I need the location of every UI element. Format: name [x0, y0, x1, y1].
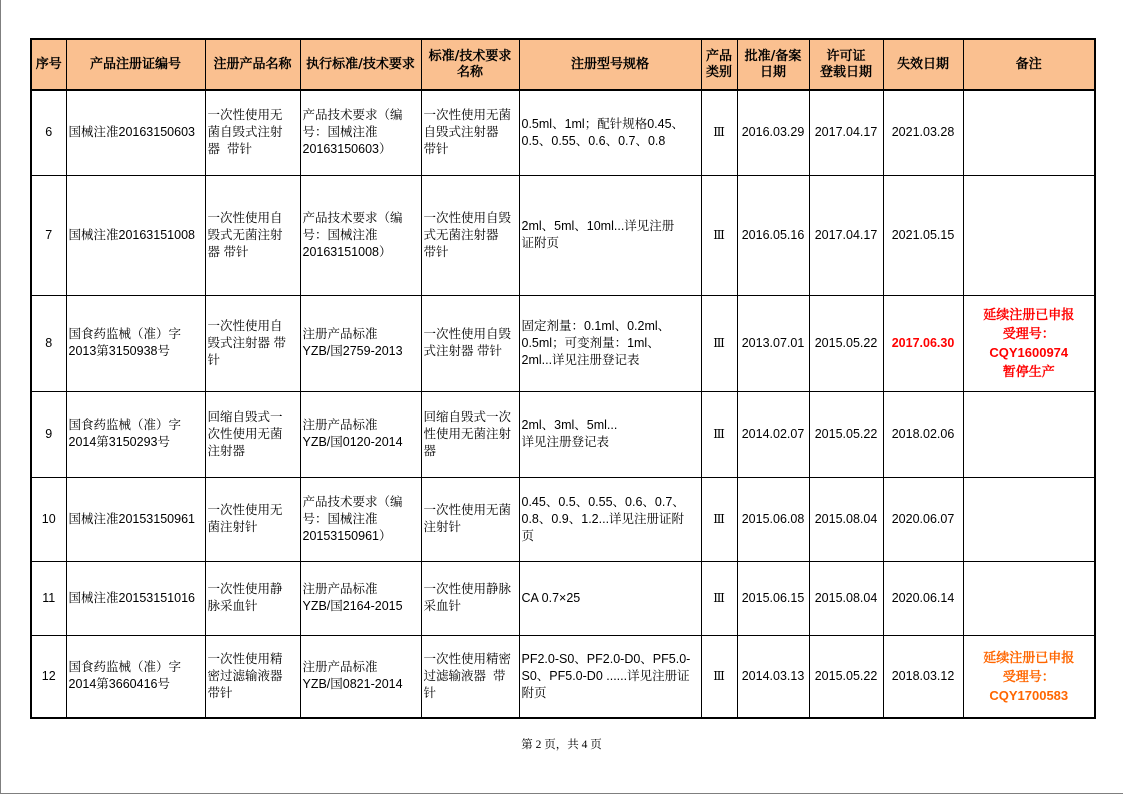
cell-remark	[963, 391, 1095, 477]
cell-standard-line: 号：国械注准	[302, 511, 378, 526]
cell-cert-number-line: 2014第3660416号	[68, 677, 170, 692]
cell-license-date	[809, 90, 883, 175]
cell-cert-number-line: 国食药监械（准）字	[68, 418, 182, 432]
cell-model-spec-line: 0.5ml、1ml；配针规格0.45、	[521, 116, 685, 131]
cell-model-spec-line: 2ml、5ml、10ml...详见注册	[521, 219, 675, 233]
table-row	[31, 477, 1095, 561]
cell-category	[701, 635, 737, 718]
cell-seq-line: 6	[45, 125, 53, 140]
header-row	[31, 39, 1095, 90]
cell-approval-date-line: 2014.02.07	[741, 426, 805, 441]
header-approval-date	[737, 39, 809, 90]
cell-product-name-line: 器 带针	[207, 244, 249, 259]
cell-approval-date	[737, 90, 809, 175]
cell-approval-date-line: 2015.06.15	[741, 590, 805, 605]
cell-product-name	[205, 90, 300, 175]
cell-standard-name	[421, 295, 519, 391]
cell-standard-line: 注册产品标准	[302, 582, 378, 596]
cell-seq-line: 11	[42, 590, 56, 605]
cell-product-name-line: 菌注射针	[207, 520, 258, 534]
cell-category-line: Ⅲ	[713, 590, 725, 605]
cell-expiry-date-line: 2020.06.07	[891, 511, 955, 526]
cell-standard-name-line: 过滤输液器 带	[423, 668, 506, 683]
table-row	[31, 90, 1095, 175]
cell-seq-line: 9	[45, 426, 53, 441]
cell-license-date-line: 2015.05.22	[814, 668, 878, 683]
cell-standard-line: 20163151008）	[302, 244, 392, 259]
cell-cert-number-line: 国械注准20153150961	[68, 511, 195, 526]
cell-category-line: Ⅲ	[713, 335, 725, 350]
cell-standard-name-line: 采血针	[423, 599, 462, 613]
header-label: 注册型号规格	[570, 56, 649, 72]
cell-standard-name	[421, 477, 519, 561]
cell-standard-name-line: 一次性使用自毁	[423, 327, 512, 341]
cell-category	[701, 90, 737, 175]
cell-standard-name	[421, 391, 519, 477]
cell-standard-name-line: 一次性使用无菌	[423, 108, 512, 123]
cell-standard-line: 号：国械注准	[302, 125, 378, 140]
table-header	[31, 39, 1095, 90]
cell-seq	[31, 295, 66, 391]
cell-standard-name-line: 一次性使用无菌	[423, 503, 512, 517]
cell-product-name	[205, 635, 300, 718]
table-body	[31, 90, 1095, 718]
cell-model-spec-line: 详见注册登记表	[521, 435, 610, 449]
cell-standard-name-line: 带针	[423, 244, 449, 259]
cell-standard-name-line: 针	[423, 685, 437, 700]
cell-license-date-line: 2015.05.22	[814, 426, 878, 441]
cell-product-name-line: 注射器	[207, 443, 246, 458]
cell-product-name-line: 一次性使用无	[207, 503, 283, 517]
cell-standard-line: 20153150961）	[302, 528, 392, 543]
cell-approval-date-line: 2015.06.08	[741, 511, 805, 526]
cell-expiry-date	[883, 391, 963, 477]
cell-standard-name	[421, 90, 519, 175]
cell-remark-line: CQY1700583	[989, 687, 1069, 703]
cell-model-spec-line: 附页	[521, 685, 547, 700]
cell-standard-line: YZB/国2164-2015	[302, 599, 403, 613]
cell-standard-name	[421, 175, 519, 295]
header-label: 注册产品名称	[213, 56, 292, 72]
cell-model-spec	[519, 175, 701, 295]
cell-standard	[300, 295, 421, 391]
cell-category	[701, 295, 737, 391]
cell-remark	[963, 90, 1095, 175]
header-label: 许可证	[826, 48, 866, 64]
cell-product-name	[205, 295, 300, 391]
cell-standard-name	[421, 561, 519, 635]
cell-remark-line: CQY1600974	[989, 345, 1069, 360]
header-label: 失效日期	[896, 56, 949, 72]
cell-category-line: Ⅲ	[713, 426, 725, 441]
table-row	[31, 561, 1095, 635]
cell-product-name-line: 器 带针	[207, 142, 252, 157]
cell-product-name-line: 次性使用无菌	[207, 426, 283, 441]
header-label: 产品注册证编号	[89, 56, 181, 72]
cell-standard-name-line: 器	[423, 443, 437, 458]
cell-seq	[31, 391, 66, 477]
cell-remark	[963, 175, 1095, 295]
header-category	[701, 39, 737, 90]
cell-model-spec	[519, 477, 701, 561]
cell-model-spec	[519, 635, 701, 718]
cell-product-name-line: 一次性使用无	[207, 108, 283, 123]
cell-product-name-line: 一次性使用自	[207, 210, 283, 225]
cell-license-date	[809, 391, 883, 477]
cell-product-name-line: 菌自毁式注射	[207, 125, 283, 140]
cell-product-name	[205, 391, 300, 477]
cell-product-name-line: 一次性使用自	[207, 318, 283, 333]
cell-approval-date-line: 2014.03.13	[741, 668, 805, 683]
cell-model-spec-line: 固定剂量：0.1ml、0.2ml、	[521, 318, 671, 333]
cell-standard	[300, 391, 421, 477]
header-label: 日期	[759, 64, 786, 80]
header-label: 类别	[705, 64, 732, 80]
cell-cert-number	[66, 561, 205, 635]
cell-standard-line: 号：国械注准	[302, 227, 378, 242]
cell-model-spec	[519, 561, 701, 635]
cell-product-name-line: 针	[207, 352, 221, 367]
table-row	[31, 295, 1095, 391]
cell-remark-line: 受理号：	[1002, 668, 1055, 684]
cell-cert-number	[66, 477, 205, 561]
cell-cert-number-line: 国械注准20163150603	[68, 125, 195, 140]
cell-seq-line: 12	[41, 668, 56, 683]
cell-model-spec	[519, 391, 701, 477]
header-label: 登载日期	[819, 64, 872, 80]
table-row	[31, 175, 1095, 295]
cell-model-spec	[519, 295, 701, 391]
cell-product-name-line: 一次性使用静	[207, 582, 283, 596]
cell-standard-name-line: 回缩自毁式一次	[423, 409, 512, 424]
cell-license-date	[809, 561, 883, 635]
cell-license-date-line: 2015.08.04	[814, 511, 878, 526]
cell-license-date-line: 2017.04.17	[814, 227, 878, 242]
cell-expiry-date	[883, 295, 963, 391]
cell-expiry-date-line: 2021.03.28	[891, 125, 955, 140]
header-label: 标准/技术要求	[428, 48, 512, 64]
cell-product-name	[205, 477, 300, 561]
cell-expiry-date-line: 2017.06.30	[891, 335, 955, 350]
cell-standard-line: 产品技术要求（编	[302, 494, 403, 509]
cell-product-name-line: 带针	[207, 685, 233, 700]
cell-license-date-line: 2015.08.04	[814, 590, 878, 605]
header-label: 批准/备案	[744, 48, 802, 64]
cell-cert-number	[66, 175, 205, 295]
header-standard-name	[421, 39, 519, 90]
cell-standard-name	[421, 635, 519, 718]
cell-license-date-line: 2017.04.17	[814, 125, 878, 140]
header-cert-number	[66, 39, 205, 90]
cell-product-name-line: 密过滤输液器	[207, 668, 283, 683]
cell-standard	[300, 90, 421, 175]
cell-license-date	[809, 295, 883, 391]
cell-standard	[300, 175, 421, 295]
cell-approval-date	[737, 391, 809, 477]
cell-expiry-date	[883, 175, 963, 295]
cell-expiry-date	[883, 90, 963, 175]
cell-product-name-line: 一次性使用精	[207, 651, 283, 666]
cell-category-line: Ⅲ	[713, 511, 725, 526]
cell-standard-name-line: 注射针	[423, 520, 462, 534]
cell-standard-name-line: 一次性使用自毁	[423, 210, 512, 225]
cell-model-spec-line: CA 0.7×25	[521, 590, 581, 605]
cell-standard-name-line: 式注射器 带针	[423, 344, 502, 358]
cell-standard-name-line: 带针	[423, 142, 449, 157]
header-label: 执行标准/技术要求	[306, 56, 415, 72]
cell-standard-name-line: 式无菌注射器	[423, 227, 499, 242]
cell-cert-number	[66, 635, 205, 718]
header-expiry-date	[883, 39, 963, 90]
cell-model-spec-line: 0.5ml；可变剂量：1ml、	[521, 335, 660, 350]
header-label: 序号	[35, 56, 62, 72]
table-row	[31, 391, 1095, 477]
cell-license-date	[809, 635, 883, 718]
cell-cert-number	[66, 295, 205, 391]
cell-standard-line: 注册产品标准	[302, 660, 378, 675]
cell-product-name-line: 毁式注射器 带	[207, 335, 286, 350]
cell-product-name	[205, 561, 300, 635]
cell-standard-line: YZB/国0821-2014	[302, 677, 403, 692]
cell-license-date-line: 2015.05.22	[814, 335, 878, 350]
cell-cert-number-line: 国械注准20153151016	[68, 590, 195, 605]
cell-expiry-date	[883, 635, 963, 718]
registration-table	[30, 38, 1096, 719]
header-label: 产品	[705, 48, 732, 64]
page-number-footer: 第 2 页，共 4 页	[521, 739, 602, 751]
cell-category	[701, 175, 737, 295]
cell-category-line: Ⅲ	[713, 227, 725, 242]
cell-model-spec-line: 2ml、3ml、5ml...	[521, 418, 618, 432]
cell-approval-date	[737, 295, 809, 391]
header-label: 名称	[456, 64, 483, 80]
cell-model-spec-line: PF2.0-S0、PF2.0-D0、PF5.0-	[521, 651, 691, 666]
cell-remark	[963, 561, 1095, 635]
cell-approval-date-line: 2016.03.29	[741, 125, 805, 140]
cell-product-name-line: 回缩自毁式一	[207, 409, 283, 424]
cell-seq	[31, 635, 66, 718]
header-label: 备注	[1015, 56, 1042, 72]
cell-standard-line: YZB/国0120-2014	[302, 435, 403, 449]
cell-category	[701, 391, 737, 477]
table-row	[31, 635, 1095, 718]
cell-model-spec-line: 0.8、0.9、1.2...详见注册证附	[521, 511, 685, 526]
cell-product-name-line: 毁式无菌注射	[207, 227, 283, 242]
cell-remark	[963, 477, 1095, 561]
cell-seq	[31, 175, 66, 295]
cell-category-line: Ⅲ	[713, 668, 725, 683]
cell-expiry-date-line: 2018.03.12	[891, 668, 955, 683]
cell-expiry-date	[883, 477, 963, 561]
cell-model-spec-line: 0.5、0.55、0.6、0.7、0.8	[521, 133, 666, 148]
cell-standard	[300, 635, 421, 718]
cell-standard-line: 20163150603）	[302, 142, 392, 157]
cell-product-name-line: 脉采血针	[207, 599, 258, 613]
cell-cert-number-line: 国食药监械（准）字	[68, 327, 182, 341]
cell-remark-line: 延续注册已申报	[983, 307, 1075, 322]
cell-model-spec-line: 证附页	[521, 236, 560, 250]
cell-approval-date-line: 2013.07.01	[741, 335, 805, 350]
cell-standard-line: 产品技术要求（编	[302, 108, 403, 123]
cell-model-spec-line: 2ml...详见注册登记表	[521, 352, 640, 367]
cell-cert-number-line: 2013第3150938号	[68, 344, 170, 358]
cell-standard-line: 产品技术要求（编	[302, 210, 403, 225]
cell-approval-date	[737, 561, 809, 635]
cell-standard	[300, 561, 421, 635]
cell-seq	[31, 90, 66, 175]
cell-seq	[31, 477, 66, 561]
cell-standard-name-line: 一次性使用精密	[423, 651, 512, 666]
header-model-spec	[519, 39, 701, 90]
cell-seq-line: 7	[45, 227, 53, 242]
cell-standard-name-line: 一次性使用静脉	[423, 582, 512, 596]
cell-category	[701, 561, 737, 635]
cell-approval-date	[737, 175, 809, 295]
cell-standard-name-line: 性使用无菌注射	[423, 426, 512, 441]
cell-model-spec-line: S0、PF5.0-D0 ......详见注册证	[521, 668, 690, 683]
cell-remark-line: 受理号：	[1002, 326, 1055, 341]
cell-approval-date-line: 2016.05.16	[741, 227, 805, 242]
cell-approval-date	[737, 477, 809, 561]
cell-cert-number-line: 2014第3150293号	[68, 435, 170, 449]
header-seq	[31, 39, 66, 90]
header-standard	[300, 39, 421, 90]
cell-cert-number	[66, 90, 205, 175]
cell-seq	[31, 561, 66, 635]
cell-expiry-date-line: 2021.05.15	[891, 227, 955, 242]
cell-seq-line: 8	[45, 335, 53, 350]
header-license-date	[809, 39, 883, 90]
cell-product-name	[205, 175, 300, 295]
cell-category	[701, 477, 737, 561]
cell-license-date	[809, 477, 883, 561]
cell-remark	[963, 635, 1095, 718]
cell-standard-line: 注册产品标准	[302, 418, 378, 432]
cell-expiry-date-line: 2018.02.06	[891, 426, 955, 441]
cell-standard-name-line: 自毁式注射器	[423, 125, 499, 140]
cell-license-date	[809, 175, 883, 295]
cell-standard-line: 注册产品标准	[302, 327, 378, 341]
cell-standard-line: YZB/国2759-2013	[302, 344, 403, 358]
cell-expiry-date-line: 2020.06.14	[891, 590, 955, 605]
cell-standard	[300, 477, 421, 561]
cell-seq-line: 10	[41, 511, 56, 526]
header-remark	[963, 39, 1095, 90]
cell-expiry-date	[883, 561, 963, 635]
cell-cert-number-line: 国食药监械（准）字	[68, 660, 182, 675]
header-product-name	[205, 39, 300, 90]
cell-model-spec-line: 页	[521, 528, 535, 543]
cell-remark	[963, 295, 1095, 391]
cell-remark-line: 暂停生产	[1002, 364, 1055, 379]
cell-approval-date	[737, 635, 809, 718]
cell-cert-number	[66, 391, 205, 477]
cell-cert-number-line: 国械注准20163151008	[68, 227, 195, 242]
cell-model-spec	[519, 90, 701, 175]
cell-category-line: Ⅲ	[713, 125, 725, 140]
cell-model-spec-line: 0.45、0.5、0.55、0.6、0.7、	[521, 494, 685, 509]
cell-remark-line: 延续注册已申报	[983, 649, 1075, 665]
